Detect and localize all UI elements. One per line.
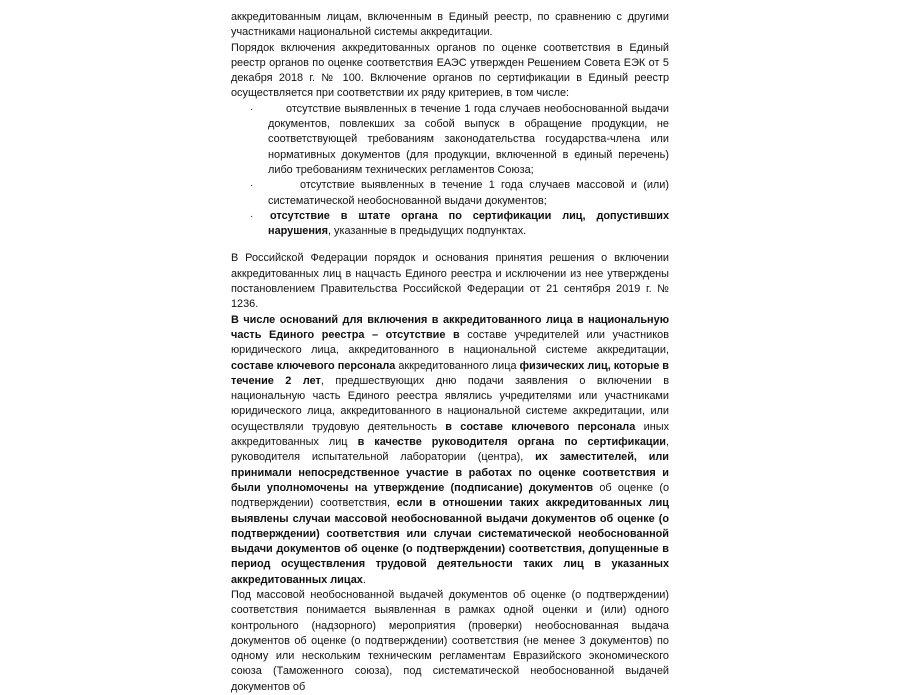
criteria-list xyxy=(231,102,669,240)
bullet-icon: · xyxy=(250,103,254,115)
text-run: об оценке (о подтверждении) соответствия, xyxy=(231,481,669,510)
criteria-text: отсутствие выявленных в течение 1 года случаев необоснованной выдачи документов, повлекших за собой выпуск в обращение продукции, не соответствующей требованиям законодательства государства-члена или нормативных документов (для продукции, включенной в единый перечень) либо требованиям технических регламентов Союза; xyxy=(268,102,669,176)
paragraph-accreditation-intro: аккредитованным лицам, включенным в Единый реестр, по сравнению с другими участниками национальной системы аккредитации. xyxy=(231,11,669,39)
text-run: . xyxy=(362,573,366,586)
text-run: аккредитованного лица xyxy=(395,359,520,372)
bullet-icon: · xyxy=(250,180,254,192)
text-run: , руководителя испытательной лаборатории (центра), xyxy=(231,436,669,464)
criteria-text: отсутствие выявленных в течение 1 года случаев массовой и (или) систематической необоснованной выдачи документов; xyxy=(268,179,669,207)
paragraph-mass-issuance-definition: Под массовой необоснованной выдачей документов об оценке (о подтверждении) соответствия понимается выявленная в рамках одной оценки и (или) одного контрольного (надзорного) мероприятия (проверки) необоснованная выдача документов об оценке (о подтверждении) соответствия (не менее 3 документов) по одному или нескольким техническим регламентам Евразийского экономического союза (Таможенного союза), под систематической необоснованной выдачей документов об xyxy=(231,588,669,693)
text-run: их заместителей, или принимали непосредственное участие в работах по оценке соответствия и были уполномочены на утверждение (подписание) документов xyxy=(231,451,670,494)
text-run: , предшествующих дню подачи заявления о включении в национальную часть Единого реестра являлись учредителями или участниками юридического лица, аккредитованного в национальной системе аккредитации, или осуществляли трудовую деятельность xyxy=(231,374,669,433)
document-page xyxy=(231,10,669,695)
criteria-item xyxy=(231,178,669,209)
criteria-text-bold: отсутствие в штате органа по сертификации лиц, допустивших нарушения xyxy=(268,209,669,238)
criteria-item xyxy=(231,102,669,178)
bullet-icon: · xyxy=(250,210,254,222)
text-run: В числе оснований для включения в аккредитованного лица в национальную часть Единого реестра – отсутствие в xyxy=(231,313,669,341)
text-run: физических лиц, которые в течение 2 лет xyxy=(231,359,670,387)
text-run: составе учредителей или участников юридического лица, аккредитованного в национальной системе аккредитации, xyxy=(231,328,669,357)
text-run: в качестве руководителя органа по сертификации xyxy=(357,436,666,449)
criteria-item xyxy=(231,209,669,240)
text-run: составе ключевого персонала xyxy=(231,359,396,372)
criteria-text: , указанные в предыдущих подпунктах. xyxy=(327,225,527,238)
paragraph-rf-procedure: В Российской Федерации порядок и основания принятия решения о включении аккредитованных лиц в нацчасть Единого реестра и исключении из нее утверждены постановлением Правительства Российской Федерации от 21 сентября 2019 г. № 1236. xyxy=(231,252,669,311)
text-run: в составе ключевого персонала xyxy=(445,420,636,433)
paragraph-inclusion-grounds xyxy=(231,313,669,588)
text-run: если в отношении таких аккредитованных лиц выявлены случаи массовой необоснованной выдачи документов об оценке (о подтверждении) соответствия или случаи систематической необоснованной выдачи документов об оценке (о подтверждении) соответствия, допущенные в период осуществления трудовой деятельности таких лиц в указанных аккредитованных лицах xyxy=(231,497,669,586)
text-run: иных аккредитованных лиц xyxy=(231,420,670,449)
paragraph-registry-order: Порядок включения аккредитованных органов по оценке соответствия в Единый реестр органов по оценке соответствия ЕАЭС утвержден Решением Совета ЕЭК от 5 декабря 2018 г. № 100. Включение органов по сертификации в Единый реестр осуществляется при соответствии их ряду критериев, в том числе: xyxy=(231,41,669,100)
